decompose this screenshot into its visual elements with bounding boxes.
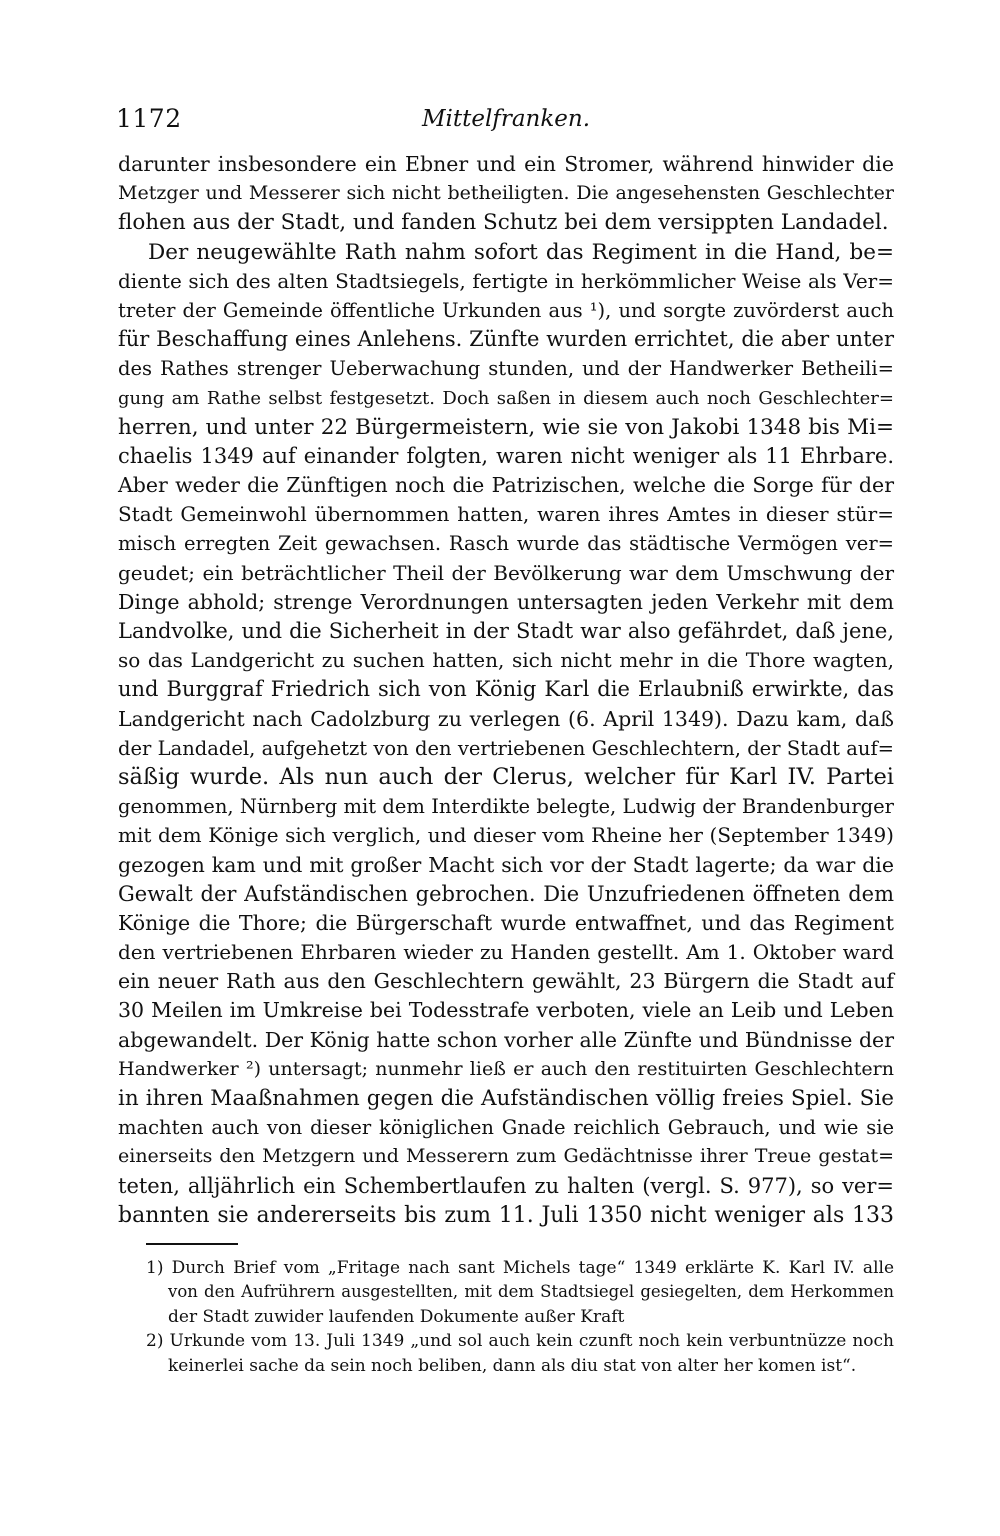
text-line: geudet; ein beträchtlicher Theil der Bevölkerung war dem Umschwung der [118, 560, 894, 585]
text-line: machten auch von dieser königlichen Gnade reichlich Gebrauch, und wie sie [118, 1116, 894, 1140]
text-line: darunter insbesondere ein Ebner und ein Stromer, während hinwider die [118, 152, 894, 176]
text-line: mit dem Könige sich verglich, und dieser vom Rheine her (September 1349) [118, 823, 894, 848]
text-line: Landgericht nach Cadolzburg zu verlegen (6. April 1349). Dazu kam, daß [118, 706, 894, 731]
text-line: teten, alljährlich ein Schembertlaufen zu halten (vergl. S. 977), so ver= [118, 1173, 894, 1198]
footnote-1-line: von den Aufrührern ausgestellten, mit dem Stadtsiegel gesiegelten, dem Herkommen [168, 1282, 894, 1302]
text-line: gung am Rathe selbst festgesetzt. Doch saßen in diesem auch noch Geschlechter= [118, 387, 894, 409]
footnote-1-line: 1) Durch Brief vom „Fritage nach sant Michels tage“ 1349 erklärte K. Karl IV. alle [146, 1258, 894, 1278]
text-line: 30 Meilen im Umkreise bei Todesstrafe verboten, viele an Leib und Leben [118, 998, 894, 1023]
page-number: 1172 [116, 104, 182, 133]
text-line: abgewandelt. Der König hatte schon vorher alle Zünfte und Bündnisse der [118, 1027, 894, 1052]
text-line: und Burggraf Friedrich sich von König Karl die Erlaubniß erwirkte, das [118, 677, 894, 702]
text-line: gezogen kam und mit großer Macht sich vor der Stadt lagerte; da war die [118, 852, 894, 877]
footnote-divider [146, 1243, 238, 1245]
text-line: den vertriebenen Ehrbaren wieder zu Handen gestellt. Am 1. Oktober ward [118, 940, 894, 965]
footnote-2-line: 2) Urkunde vom 13. Juli 1349 „und sol auch kein czunft noch kein verbuntnüzze noch [146, 1331, 894, 1352]
text-line: Der neugewählte Rath nahm sofort das Regiment in die Hand, be= [148, 239, 894, 265]
text-line: Könige die Thore; die Bürgerschaft wurde entwaffnet, und das Regiment [118, 910, 894, 935]
text-line: misch erregten Zeit gewachsen. Rasch wurde das städtische Vermögen ver= [118, 532, 894, 556]
text-line: Metzger und Messerer sich nicht betheiligten. Die angesehensten Geschlechter [118, 182, 894, 205]
footnotes [146, 1256, 894, 1378]
text-line: Landvolke, und die Sicherheit in der Stadt war also gefährdet, daß jene, [118, 619, 894, 643]
text-line: Handwerker ²) untersagt; nunmehr ließ er auch den restituirten Geschlechtern [118, 1057, 894, 1080]
text-line: einerseits den Metzgern und Messerern zum Gedächtnisse ihrer Treue gestat= [118, 1145, 894, 1168]
text-line: diente sich des alten Stadtsiegels, fertigte in herkömmlicher Weise als Ver= [118, 268, 894, 293]
text-line: für Beschaffung eines Anlehens. Zünfte wurden errichtet, die aber unter [118, 327, 894, 352]
footnote-2-line: keinerlei sache da sein noch beliben, dann als diu stat von alter her komen ist“. [168, 1355, 857, 1376]
text-line: des Rathes strenger Ueberwachung stunden, und der Handwerker Betheili= [118, 357, 894, 381]
text-line: Dinge abhold; strenge Verordnungen untersagten jeden Verkehr mit dem [118, 589, 894, 614]
text-line: so das Landgericht zu suchen hatten, sich nicht mehr in die Thore wagten, [118, 648, 894, 673]
text-line: der Landadel, aufgehetzt von den vertriebenen Geschlechtern, der Stadt auf= [118, 736, 894, 760]
text-line: säßig wurde. Als nun auch der Clerus, welcher für Karl IV. Partei [118, 763, 894, 790]
text-line: herren, und unter 22 Bürgermeistern, wie sie von Jakobi 1348 bis Mi= [118, 414, 894, 440]
text-line: in ihren Maaßnahmen gegen die Aufständischen völlig freies Spiel. Sie [118, 1086, 894, 1111]
text-line: chaelis 1349 auf einander folgten, waren nicht weniger als 11 Ehrbare. [118, 443, 894, 468]
text-line: genommen, Nürnberg mit dem Interdikte belegte, Ludwig der Brandenburger [118, 795, 894, 819]
text-line: Gewalt der Aufständischen gebrochen. Die Unzufriedenen öffneten dem [118, 881, 894, 906]
running-title: Mittelfranken. [421, 106, 591, 132]
text-line: bannten sie andererseits bis zum 11. Juli 1350 nicht weniger als 133 [118, 1202, 894, 1228]
text-line: Aber weder die Zünftigen noch die Patrizischen, welche die Sorge für der [118, 473, 894, 498]
body-text [118, 150, 894, 1230]
text-line: treter der Gemeinde öffentliche Urkunden aus ¹), und sorgte zuvörderst auch [118, 298, 894, 322]
text-line: Stadt Gemeinwohl übernommen hatten, waren ihres Amtes in dieser stür= [118, 502, 894, 527]
text-line: ein neuer Rath aus den Geschlechtern gewählt, 23 Bürgern die Stadt auf [118, 969, 894, 994]
footnote-1-line: der Stadt zuwider laufenden Dokumente außer Kraft [168, 1306, 625, 1327]
page-header [116, 100, 896, 140]
text-line: flohen aus der Stadt, und fanden Schutz bei dem versippten Landadel. [118, 210, 889, 236]
